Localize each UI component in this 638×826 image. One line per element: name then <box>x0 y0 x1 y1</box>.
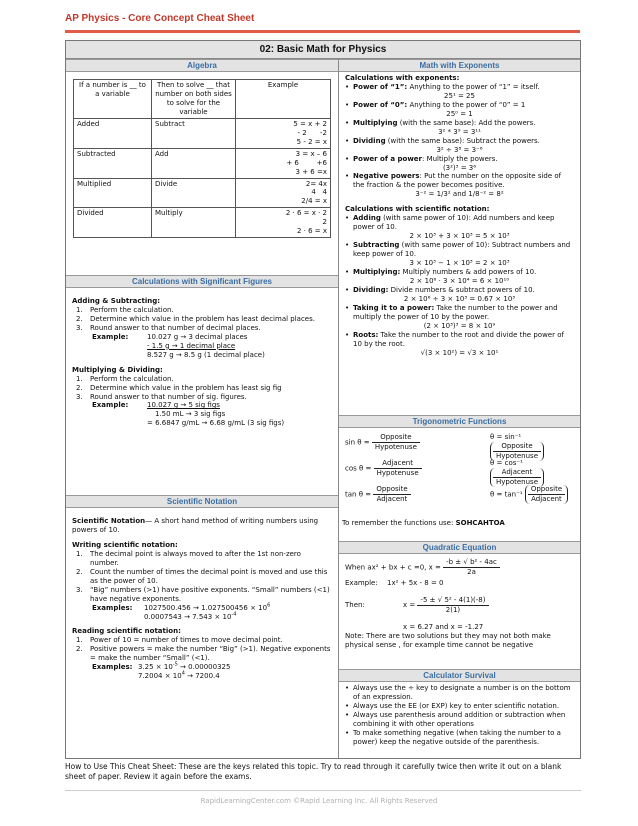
rule-example: 25⁰ = 1 <box>446 109 473 118</box>
list-item: 1. The decimal point is always moved to after the 1st non-zero number. <box>76 549 301 567</box>
example-line: $3.25 \times 10^{-5} \to 0.00000325$ <box>138 661 231 672</box>
header-operation: If a number is __ to a variable <box>74 80 152 119</box>
exponents-section <box>339 59 580 412</box>
rule-example: √(3 × 10²) = √3 × 10¹ <box>420 348 499 357</box>
mult-steps-list <box>76 375 332 402</box>
list-item: • Subtracting (with same power of 10): Subtract numbers and keep power of 10. <box>345 241 571 259</box>
rule-example: 3² ÷ 3⁸ = 3⁻⁶ <box>436 145 483 154</box>
example-line: $1027500.456 \to 1.027500456 \times 10^6$ <box>144 602 271 612</box>
list-item: • Negative powers: Put the number on the opposite side of the fraction & the power becomes positive. <box>345 172 562 190</box>
trig-row-tan: tan θ = $\frac{\text{Opposite}}{\text{Adjacent}}$ θ = tan⁻¹ $\frac{\text{Opposite}}{\text{Adjacent}}$ <box>342 485 577 511</box>
footer-credit: RapidLearningCenter.com ©Rapid Learning Inc. All Rights Reserved <box>200 797 438 805</box>
calculator-section <box>339 669 580 758</box>
list-item: • Always use parenthesis around addition or subtraction when combining it with other operations <box>345 710 566 728</box>
example-cell: 2= 4x 4 4 2/4 = x <box>236 178 331 208</box>
operation-cell: Subtracted <box>74 148 152 178</box>
quadratic-section <box>339 541 580 666</box>
scinot-definition: Scientific Notation— A short hand method of writing numbers using powers of 10. <box>72 517 319 534</box>
table-row <box>74 118 331 148</box>
list-item: • Taking it to a power: Take the number to the power and multiply the power of 10 by the power. <box>345 303 558 321</box>
quadratic-note: Note: There are two solutions but they may not both make physical sense , for example time cannot be negative <box>345 631 551 649</box>
list-item: 3. Round answer to that number of decimal places. <box>76 323 261 332</box>
example-line: 10.027 g → 3 decimal places <box>147 332 248 341</box>
example-cell: 5 = x + 2 - 2 -2 5 - 2 = x <box>236 118 331 148</box>
list-item: 3. “Big” numbers (>1) have positive exponents. “Small” numbers (<1) have negative exponents. <box>76 585 330 603</box>
cheat-sheet <box>65 40 581 759</box>
multiply-divide-title: Multiplying & Dividing: <box>72 365 163 374</box>
algebra-table <box>73 79 331 238</box>
quadratic-substitution: Then: x = $\frac{\text{-5 ± √ 5² - 4(1)(-8)}}{2(1)}$ <box>345 596 574 615</box>
sci-calc-intro: Calculations with scientific notation: <box>345 205 490 214</box>
table-row <box>74 208 331 238</box>
footer-rule <box>65 790 581 791</box>
list-item: 1. Perform the calculation. <box>76 305 174 314</box>
rule-example: 2 × 10³ + 3 × 10³ = 5 × 10³ <box>409 232 510 241</box>
table-row <box>74 178 331 208</box>
list-item: • Multiplying: Multiply numbers & add powers of 10. <box>345 268 537 277</box>
example-line: $7.2004 \times 10^4 \to 7200.4$ <box>138 670 220 681</box>
list-item: • Always use the ÷ key to designate a number is on the bottom of an expression. <box>345 684 571 701</box>
rule-example: 3⁻² = 1/3² and 1/8⁻² = 8² <box>415 190 504 199</box>
list-item: • Power of a power: Multiply the powers. <box>345 154 498 163</box>
rule-example: 2 × 10⁶ ÷ 3 × 10³ = 0.67 × 10³ <box>403 294 516 303</box>
sigfig-section <box>66 275 338 455</box>
calculator-heading: Calculator Survival <box>339 669 580 682</box>
quadratic-heading: Quadratic Equation <box>339 541 580 554</box>
sheet-header-title: AP Physics - Core Concept Cheat Sheet <box>65 13 255 24</box>
rule-example: (2 × 10³)³ = 8 × 10⁹ <box>423 321 496 330</box>
exponents-heading: Math with Exponents <box>339 59 580 72</box>
list-item: • Dividing (with the same base): Subtract the powers. <box>345 136 540 145</box>
reading-steps <box>76 636 332 663</box>
add-example: Example: 10.027 g → 3 decimal places - 1.5 g → 1 decimal place 8.527 g → 8.5 g (1 decimal place) <box>92 332 265 359</box>
list-item: • To make something negative (when taking the number to a power) keep the negative outside of the parenthesis. <box>345 728 561 746</box>
quadratic-example: Example: 1x² + 5x - 8 = 0 <box>345 578 444 587</box>
list-item: 2. Count the number of times the decimal point is moved and use this as the power of 10. <box>76 567 328 585</box>
list-item: • Dividing: Divide numbers & subtract powers of 10. <box>345 285 535 294</box>
algebra-section <box>66 59 338 271</box>
header-example: Example <box>236 80 331 119</box>
reading-title: Reading scientific notation: <box>72 627 181 636</box>
main-title: 02: Basic Math for Physics <box>66 41 580 59</box>
header-rule <box>65 30 580 33</box>
example-cell: 3 = x – 6 + 6 +6 3 + 6 =x <box>236 148 331 178</box>
operation-cell: Multiplied <box>74 178 152 208</box>
writing-examples: Examples: $1027500.456 \to 1.027500456 \times 10^6$ $0.0007543 \to 7.543 \times 10^{-4}$ <box>92 602 271 621</box>
list-item: 3. Round answer to that number of sig. figures. <box>76 392 247 401</box>
example-line: $0.0007543 \to 7.543 \times 10^{-4}$ <box>144 611 237 621</box>
list-item: • Always use the EE (or EXP) key to enter scientific notation. <box>345 701 560 710</box>
add-subtract-title: Adding & Subtracting: <box>72 297 161 305</box>
list-item: • Power of “1”: Anything to the power of “1” = itself. <box>345 82 540 91</box>
rule-example: (3²)³ = 3⁶ <box>442 163 477 172</box>
operation-cell: Added <box>74 118 152 148</box>
writing-title: Writing scientific notation: <box>72 540 178 549</box>
quadratic-result: x = 6.27 and x = -1.27 <box>403 622 484 631</box>
rule-example: 3² * 3⁹ = 3¹¹ <box>438 127 481 136</box>
trig-mnemonic: To remember the functions use: SOHCAHTOA <box>342 519 505 527</box>
trig-heading: Trigonometric Functions <box>339 415 580 428</box>
list-item: 2. Determine which value in the problem has least decimal places. <box>76 314 315 323</box>
solve-cell: Divide <box>152 178 236 208</box>
table-row <box>74 148 331 178</box>
list-item: 1. Perform the calculation. <box>76 374 174 383</box>
sigfig-heading: Calculations with Significant Figures <box>66 275 338 288</box>
example-line: 8.527 g → 8.5 g (1 decimal place) <box>147 350 265 359</box>
rule-example: 25¹ = 25 <box>444 91 475 100</box>
example-line: - 1.5 g → 1 decimal place <box>147 341 236 350</box>
trig-row-sin: sin θ = $\frac{\text{Opposite}}{\text{Hypotenuse}}$ θ = sin⁻¹ $\frac{\text{Opposite}}{\text{Hypotenuse}}$ <box>342 433 577 459</box>
solve-cell: Subtract <box>152 118 236 148</box>
quadratic-formula: When ax² + bx + c =0, x = $\frac{\text{-b ± √ b² - 4ac}}{2a}$ <box>345 558 574 577</box>
how-to-use-note: How to Use This Cheat Sheet: These are the keys related this topic. Try to read through it carefully twice then write it out on a blank sheet of paper. Review it again before the exams. <box>65 762 562 781</box>
list-item: 1. Power of 10 = number of times to move decimal point. <box>76 636 283 645</box>
mult-example: Example: 10.027 g → 5 sig figs 1.50 mL → 3 sig figs = 6.6847 g/mL → 6.68 g/mL (3 sig figs) <box>92 401 285 428</box>
list-item: • Adding (with same power of 10): Add numbers and keep power of 10. <box>345 214 555 232</box>
add-steps-list <box>76 306 332 333</box>
scinot-section <box>66 495 338 758</box>
list-item: • Multiplying (with the same base): Add the powers. <box>345 118 536 127</box>
example-cell: 2 · 6 = x · 2 2 2 · 6 = x <box>236 208 331 238</box>
writing-steps <box>76 550 332 604</box>
solve-cell: Add <box>152 148 236 178</box>
rule-example: 2 × 10⁶ · 3 × 10⁴ = 6 × 10¹⁰ <box>409 276 510 285</box>
algebra-header-row <box>74 80 331 119</box>
solve-cell: Multiply <box>152 208 236 238</box>
trig-row-cos: cos θ = $\frac{\text{Adjacent}}{\text{Hypotenuse}}$ θ = cos⁻¹ $\frac{\text{Adjacent}}{\text{Hypotenuse}}$ <box>342 459 577 485</box>
list-item: • Roots: Take the number to the root and divide the power of 10 by the root. <box>345 330 564 348</box>
reading-examples: Examples: $3.25 \times 10^{-5} \to 0.00000325$ $7.2004 \times 10^4 \to 7200.4$ <box>92 661 231 681</box>
scinot-heading: Scientific Notation <box>66 495 338 508</box>
operation-cell: Divided <box>74 208 152 238</box>
header-solve: Then to solve __ that number on both sides to solve for the variable <box>152 80 236 119</box>
list-item: 2. Positive powers = make the number “Big” (>1). Negative exponents = make the number “Small” (<1). <box>76 645 331 663</box>
rule-example: 3 × 10³ − 1 × 10³ = 2 × 10³ <box>409 259 510 268</box>
exponents-intro: Calculations with exponents: <box>345 74 460 82</box>
example-line: 10.027 g → 5 sig figs <box>147 401 220 410</box>
example-line: 1.50 mL → 3 sig figs <box>155 410 226 419</box>
algebra-heading: Algebra <box>66 59 338 72</box>
example-line: = 6.6847 g/mL → 6.68 g/mL (3 sig figs) <box>147 419 285 428</box>
trig-section <box>339 415 580 539</box>
list-item: 2. Determine which value in the problem has least sig fig <box>76 383 282 392</box>
list-item: • Power of “0”: Anything to the power of “0” = 1 <box>345 100 526 109</box>
